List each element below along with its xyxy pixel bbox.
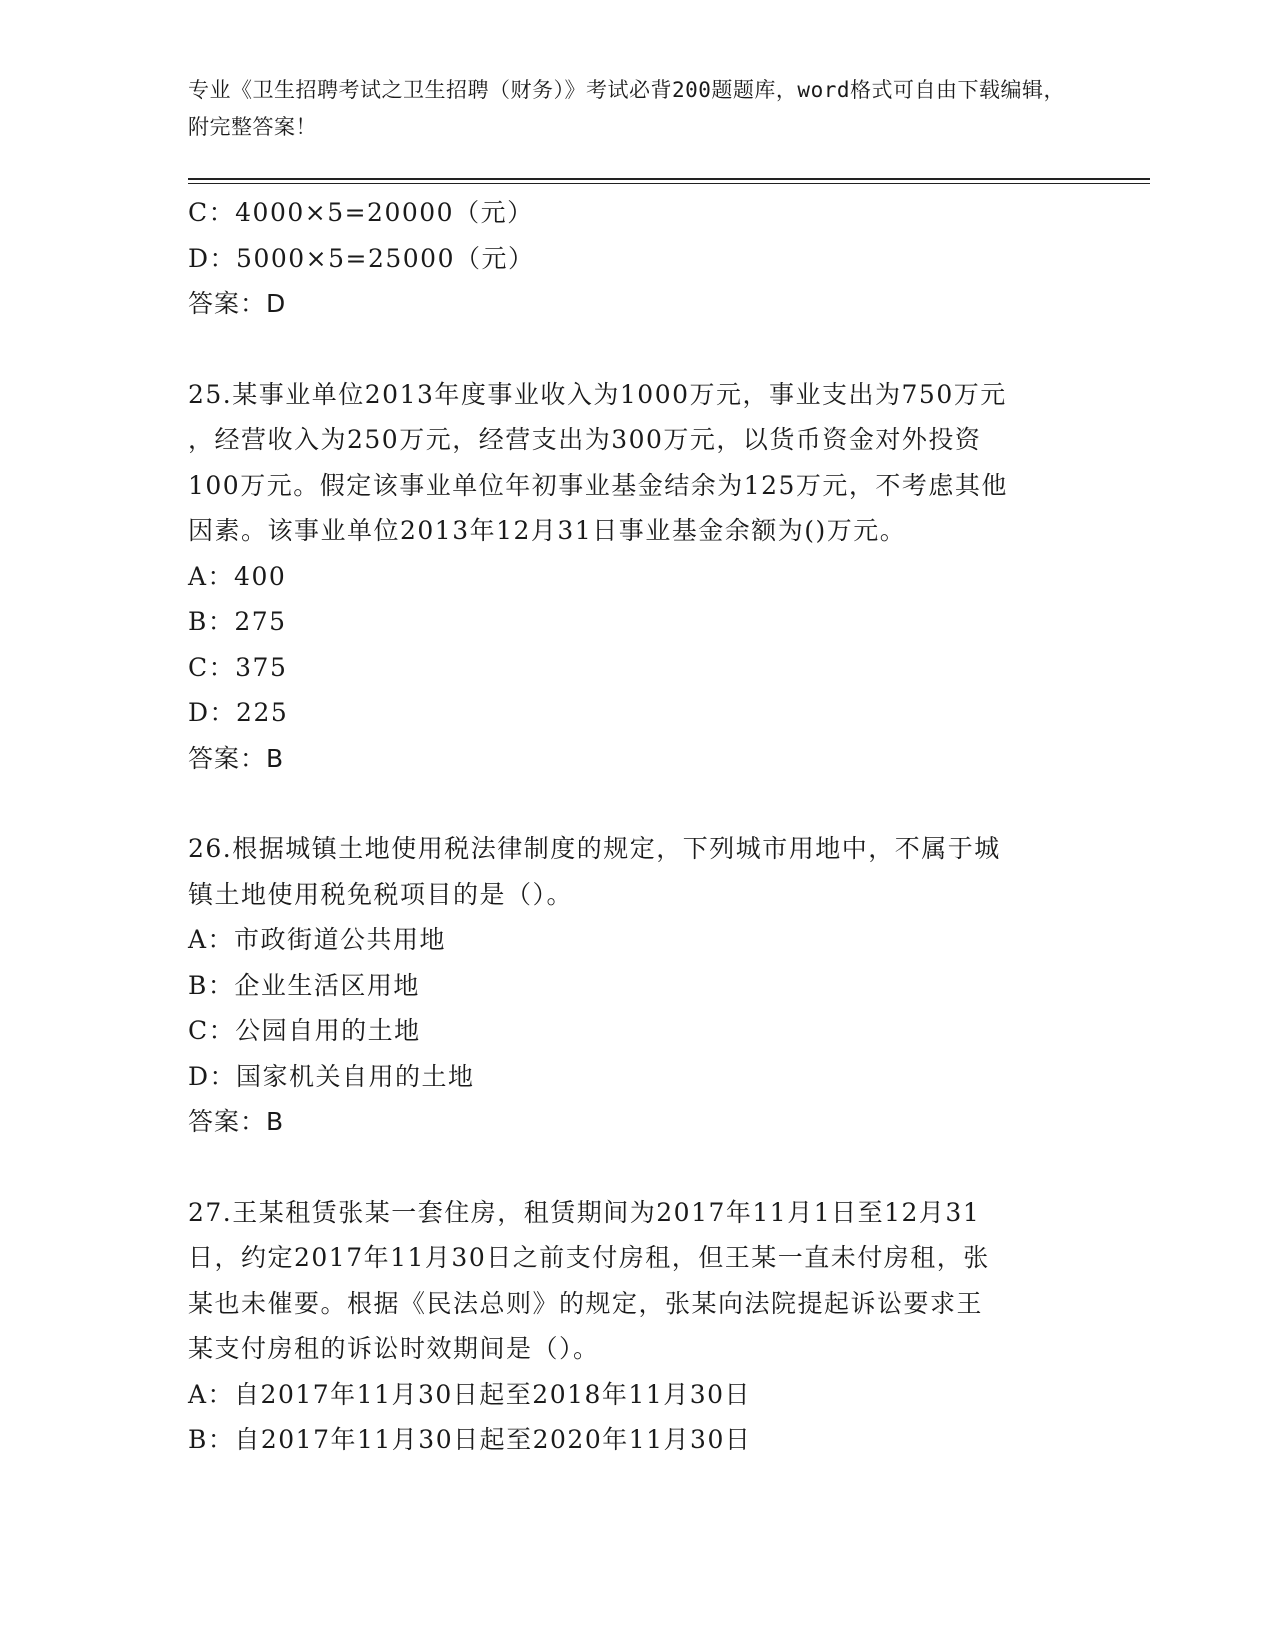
option-a: A：自2017年11月30日起至2018年11月30日 [188, 1379, 752, 1409]
option-b: B：企业生活区用地 [188, 970, 420, 1000]
question-text [188, 372, 1148, 554]
question-27 [188, 1190, 1148, 1463]
question-line: 日，约定2017年11月30日之前支付房租，但王某一直未付房租，张 [188, 1243, 990, 1272]
answer-line: 答案：D [188, 289, 287, 318]
option-d: D：225 [188, 698, 289, 727]
question-line: 25.某事业单位2013年度事业收入为1000万元，事业支出为750万元 [188, 379, 1007, 409]
question-26 [188, 826, 1148, 1145]
option-c: C：4000×5=20000（元） [188, 198, 534, 227]
question-line: 100万元。假定该事业单位年初事业基金结余为125万元，不考虑其他 [188, 470, 1008, 500]
header-divider [188, 178, 1150, 184]
document-page [188, 72, 1148, 1463]
option-c: C：公园自用的土地 [188, 1016, 421, 1045]
option-a: A：市政街道公共用地 [188, 925, 447, 954]
document-header-title: 专业《卫生招聘考试之卫生招聘（财务）》考试必背200题题库，word格式可自由下载编辑，附完整答案！ [188, 78, 1065, 139]
question-line: 26.根据城镇土地使用税法律制度的规定，下列城市用地中，不属于城 [188, 834, 1001, 863]
option-b: B：275 [188, 607, 287, 636]
option-d: D：5000×5=25000（元） [188, 243, 535, 273]
question-text [188, 1190, 1148, 1372]
option-a: A：400 [188, 561, 287, 591]
question-line: 某支付房租的诉讼时效期间是（）。 [188, 1334, 600, 1363]
question-line: 27.王某租赁张某一套住房，租赁期间为2017年11月1日至12月31 [188, 1197, 981, 1227]
question-line: 镇土地使用税免税项目的是（）。 [188, 879, 574, 909]
question-line: ，经营收入为250万元，经营支出为300万元，以货币资金对外投资 [188, 425, 982, 454]
question-line: 某也未催要。根据《民法总则》的规定，张某向法院提起诉讼要求王 [188, 1288, 984, 1318]
option-d: D：国家机关自用的土地 [188, 1061, 475, 1091]
document-body [188, 190, 1148, 1463]
answer-line: 答案：B [188, 1107, 285, 1136]
previous-question-tail [188, 190, 1148, 327]
option-b: B：自2017年11月30日起至2020年11月30日 [188, 1425, 752, 1454]
answer-line: 答案：B [188, 743, 285, 773]
question-line: 因素。该事业单位2013年12月31日事业基金余额为()万元。 [188, 516, 907, 545]
option-c: C：375 [188, 652, 288, 682]
question-text [188, 826, 1148, 917]
question-25 [188, 372, 1148, 782]
